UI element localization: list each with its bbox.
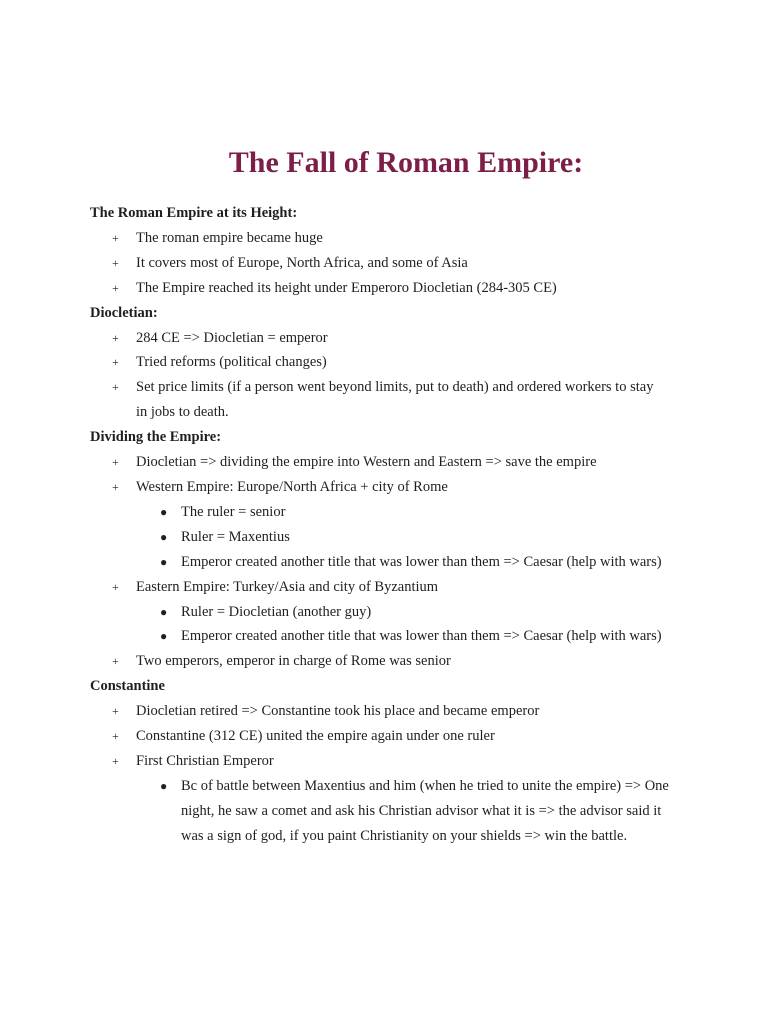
- sub-list-item: ● The ruler = senior: [136, 500, 690, 525]
- dot-bullet-icon: ●: [160, 604, 168, 619]
- section-list-diocletian: [90, 326, 690, 426]
- plus-bullet-icon: +: [112, 280, 119, 295]
- section-list-constantine: [90, 699, 690, 848]
- section-heading-dividing: Dividing the Empire:: [90, 429, 222, 446]
- plus-bullet-icon: +: [112, 654, 119, 669]
- list-item: + The roman empire became huge: [90, 226, 690, 251]
- sub-list-item: ● Ruler = Diocletian (another guy): [136, 600, 690, 625]
- plus-bullet-icon: +: [112, 704, 119, 719]
- list-item: + Diocletian retired => Constantine took his place and became emperor: [90, 699, 690, 724]
- dot-bullet-icon: ●: [160, 554, 168, 569]
- list-item: + Diocletian => dividing the empire into Western and Eastern => save the empire: [90, 450, 690, 475]
- eastern-sublist: [136, 600, 690, 650]
- list-item: + 284 CE => Diocletian = emperor: [90, 326, 690, 351]
- plus-bullet-icon: +: [112, 355, 119, 370]
- section-heading-diocletian: Diocletian:: [90, 304, 158, 321]
- list-item: + First Christian Emperor ● Bc of battle between Maxentius and him (when he tried to unite the empire) => One night, he saw a comet and ask his Christian advisor what it is => the advisor said it was a sign of god, if you paint Christianity on your shields => win the battle.: [90, 749, 690, 849]
- plus-bullet-icon: +: [112, 330, 119, 345]
- sub-list-item: ● Ruler = Maxentius: [136, 525, 690, 550]
- list-item: + Constantine (312 CE) united the empire again under one ruler: [90, 724, 690, 749]
- plus-bullet-icon: +: [112, 380, 119, 395]
- sub-list-item: ● Emperor created another title that was lower than them => Caesar (help with wars): [136, 624, 690, 649]
- dot-bullet-icon: ●: [160, 778, 168, 793]
- section-heading-height: The Roman Empire at its Height:: [90, 205, 298, 221]
- plus-bullet-icon: +: [112, 729, 119, 744]
- document-title: The Fall of Roman Empire:: [228, 146, 584, 179]
- sub-list-item: ● Emperor created another title that was lower than them => Caesar (help with wars): [136, 550, 690, 575]
- plus-bullet-icon: +: [112, 479, 119, 494]
- sub-list-item: ● Bc of battle between Maxentius and him (when he tried to unite the empire) => One night, he saw a comet and ask his Christian advisor what it is => the advisor said it was a sign of god, if you paint Christianity on your shields => win the battle.: [136, 774, 690, 849]
- dot-bullet-icon: ●: [160, 504, 168, 519]
- plus-bullet-icon: +: [112, 455, 119, 470]
- section-heading-constantine: Constantine: [90, 678, 165, 695]
- section-list-dividing: [90, 450, 690, 674]
- plus-bullet-icon: +: [112, 255, 119, 270]
- plus-bullet-icon: +: [112, 753, 119, 768]
- list-item: + It covers most of Europe, North Africa, and some of Asia: [90, 251, 690, 276]
- dot-bullet-icon: ●: [160, 529, 168, 544]
- list-item: + The Empire reached its height under Emperoro Diocletian (284-305 CE): [90, 276, 690, 301]
- list-item: + Two emperors, emperor in charge of Rome was senior: [90, 649, 690, 674]
- western-sublist: [136, 500, 690, 575]
- list-item: + Set price limits (if a person went beyond limits, put to death) and ordered workers to stay in jobs to death.: [90, 375, 690, 425]
- list-item: + Western Empire: Europe/North Africa + city of Rome ● The ruler = senior ● Ruler = Maxentius ● Emperor created another title that was lower than them => Caesar (help with wars): [90, 475, 690, 575]
- plus-bullet-icon: +: [112, 230, 119, 245]
- plus-bullet-icon: +: [112, 579, 119, 594]
- dot-bullet-icon: ●: [160, 629, 168, 644]
- christian-sublist: [136, 774, 690, 849]
- list-item: + Eastern Empire: Turkey/Asia and city of Byzantium ● Ruler = Diocletian (another guy) ● Emperor created another title that was lower than them => Caesar (help with wars): [90, 575, 690, 650]
- section-list-height: [90, 226, 690, 301]
- list-item: + Tried reforms (political changes): [90, 350, 690, 375]
- document-body: [90, 201, 690, 849]
